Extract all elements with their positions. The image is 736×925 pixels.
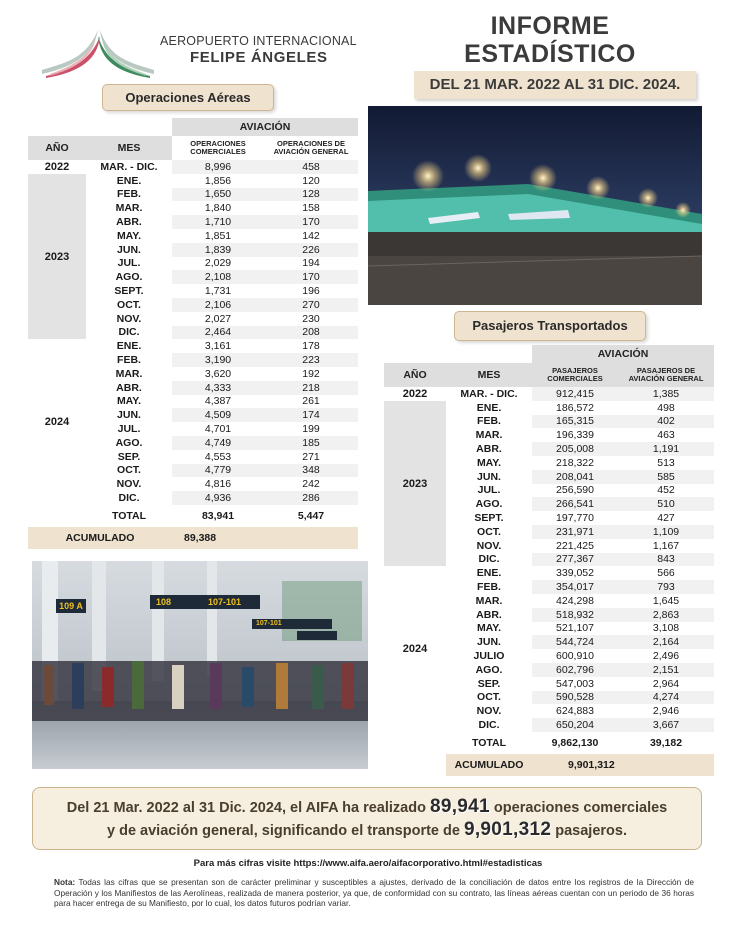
ops-general-cell: 178 — [302, 340, 320, 353]
ops-month-header: MES — [86, 136, 172, 160]
title-line-1: INFORME — [490, 12, 610, 40]
ops-general-cell: 242 — [302, 478, 320, 491]
pax-general-cell: 2,164 — [618, 635, 714, 649]
ops-month-cell: SEP. — [117, 450, 141, 463]
ops-commercial-cell: 2,027 — [204, 312, 232, 325]
pax-commercial-cell: 521,107 — [556, 622, 594, 635]
ops-commercial-cell: 4,333 — [172, 381, 264, 395]
ops-general-cell: 158 — [302, 202, 320, 215]
pax-commercial-header: PASAJEROS COMERCIALES — [532, 363, 618, 387]
pax-year-cell: 2024 — [402, 643, 428, 656]
ops-general-cell: 192 — [302, 367, 320, 380]
pax-month-cell: ABR. — [476, 443, 502, 456]
ops-commercial-cell: 4,936 — [172, 491, 264, 505]
ops-month-cell: DIC. — [118, 326, 140, 339]
pax-general-cell: 3,108 — [652, 622, 680, 635]
aifa-wings-icon — [38, 18, 158, 80]
pax-month-cell: DIC. — [478, 719, 500, 732]
operations-table-body — [28, 160, 358, 505]
ops-commercial-cell: 1,710 — [172, 215, 264, 229]
pax-general-cell: 585 — [618, 470, 714, 484]
pax-general-cell: 843 — [618, 553, 714, 567]
pax-table-row — [384, 566, 714, 580]
ops-month-cell: OCT. — [117, 298, 141, 311]
ops-month-cell: NOV. — [116, 312, 142, 325]
terminal-crowd-photo — [32, 561, 368, 769]
footnote — [54, 877, 694, 909]
ops-month-cell: ABR. — [116, 216, 142, 229]
pax-month-cell: DIC. — [478, 553, 500, 566]
ops-general-cell: 185 — [264, 436, 358, 450]
logo-line-1: AEROPUERTO INTERNACIONAL — [160, 34, 357, 48]
passengers-total-row — [384, 732, 714, 754]
summary-box — [32, 787, 702, 850]
pax-general-cell: 1,109 — [618, 525, 714, 539]
summary-line-1 — [33, 796, 701, 819]
pax-commercial-cell: 266,541 — [532, 497, 618, 511]
pax-month-cell: MAR. - DIC. — [460, 387, 518, 400]
ops-commercial-cell: 4,816 — [204, 478, 232, 491]
pax-month-cell: FEB. — [477, 581, 501, 594]
ops-commercial-cell: 1,731 — [204, 285, 232, 298]
pax-commercial-cell: 624,883 — [556, 705, 594, 718]
pax-commercial-cell: 600,910 — [556, 650, 594, 663]
pax-general-cell: 402 — [618, 415, 714, 429]
ops-general-cell: 120 — [302, 174, 320, 187]
ops-general-cell: 194 — [302, 257, 320, 270]
ops-month-cell: SEPT. — [114, 285, 144, 298]
pax-commercial-cell: 221,425 — [556, 539, 594, 552]
ops-month-cell: AGO. — [115, 271, 143, 284]
pax-month-cell: MAR. — [475, 594, 503, 607]
ops-month-cell: JUN. — [117, 243, 141, 256]
pax-commercial-cell: 602,796 — [532, 663, 618, 677]
ops-general-cell: 174 — [264, 408, 358, 422]
summary-text-1: Del 21 Mar. 2022 al 31 Dic. 2024, el AIFA ha realizado — [66, 800, 430, 816]
ops-month-cell: NOV. — [116, 478, 142, 491]
ops-month-cell: FEB. — [117, 188, 141, 201]
pax-general-cell: 4,274 — [618, 691, 714, 705]
pax-commercial-cell: 218,322 — [556, 456, 594, 469]
pax-general-cell: 1,645 — [652, 594, 680, 607]
ops-total-general: 5,447 — [297, 509, 325, 522]
pax-aviation-header: AVIACIÓN — [532, 345, 714, 363]
passengers-section-label: Pasajeros Transportados — [454, 311, 646, 341]
passengers-table — [384, 345, 714, 776]
ops-general-cell: 348 — [264, 464, 358, 478]
pax-year-header: AÑO — [384, 363, 446, 387]
ops-commercial-cell: 1,839 — [172, 243, 264, 257]
ops-year-cell: 2022 — [44, 160, 70, 173]
pax-commercial-cell: 277,367 — [532, 553, 618, 567]
ops-year-cell: 2024 — [44, 416, 70, 429]
ops-general-cell: 196 — [302, 285, 320, 298]
ops-general-cell: 261 — [302, 395, 320, 408]
operations-section-label: Operaciones Aéreas — [102, 84, 274, 111]
ops-commercial-cell: 1,856 — [204, 174, 232, 187]
pax-year-cell: 2023 — [384, 401, 446, 567]
summary-text-2: operaciones comerciales — [489, 800, 668, 816]
pax-commercial-cell: 197,770 — [556, 512, 594, 525]
ops-total-commercial: 83,941 — [201, 509, 235, 522]
ops-general-cell: 170 — [264, 215, 358, 229]
ops-month-cell: OCT. — [117, 464, 141, 477]
pax-month-cell: SEP. — [477, 677, 501, 690]
summary-line-2 — [33, 819, 701, 842]
pax-commercial-cell: 256,590 — [556, 484, 594, 497]
more-info-link[interactable]: Para más cifras visite https://www.aifa.aero/aifacorporativo.html#estadisticas — [193, 858, 543, 869]
pax-general-cell: 427 — [657, 512, 675, 525]
pax-commercial-cell: 544,724 — [532, 635, 618, 649]
pax-month-header: MES — [446, 363, 532, 387]
footnote-text: Todas las cifras que se presentan son de carácter preliminar y susceptibles a ajustes, derivado de la conciliación de datos entre los registros de la Dirección de Operación y los Manifiestos de las Aerolíneas, realizada de manera posterior, ya que, de conformidad con su contrato, las líneas aéreas cuentan con un periodo de 36 horas para hacer entrega de su Manifiesto, por lo cual, los datos futuros podrían variar. — [54, 877, 694, 908]
ops-commercial-cell: 1,650 — [172, 188, 264, 202]
pax-general-cell: 793 — [618, 580, 714, 594]
ops-month-cell: AGO. — [115, 436, 143, 449]
ops-month-cell: JUL. — [117, 257, 141, 270]
pax-commercial-cell: 208,041 — [532, 470, 618, 484]
ops-accumulated-value: 89,388 — [172, 527, 358, 549]
ops-general-cell: 230 — [302, 312, 320, 325]
pax-general-cell: 1,167 — [652, 539, 680, 552]
pax-accumulated-value: 9,901,312 — [532, 754, 714, 776]
ops-month-cell: MAR. — [115, 202, 143, 215]
ops-commercial-cell: 4,701 — [204, 423, 232, 436]
pax-month-cell: NOV. — [476, 539, 502, 552]
date-range-banner: DEL 21 MAR. 2022 AL 31 DIC. 2024. — [414, 71, 696, 99]
pax-commercial-cell: 912,415 — [532, 387, 618, 401]
pax-commercial-cell: 231,971 — [532, 525, 618, 539]
pax-general-cell: 452 — [657, 484, 675, 497]
passengers-table-body — [384, 387, 714, 732]
ops-aviation-header: AVIACIÓN — [172, 118, 358, 136]
pax-commercial-cell: 205,008 — [532, 442, 618, 456]
ops-month-cell: MAY. — [116, 229, 142, 242]
pax-general-cell: 510 — [618, 497, 714, 511]
pax-general-cell: 2,964 — [652, 677, 680, 690]
ops-month-cell: ENE. — [116, 174, 142, 187]
ops-month-cell: JUN. — [117, 409, 141, 422]
airport-night-photo — [368, 106, 702, 305]
pax-month-cell: NOV. — [476, 705, 502, 718]
ops-general-cell: 218 — [264, 381, 358, 395]
ops-month-cell: ENE. — [116, 340, 142, 353]
pax-month-cell: JULIO — [473, 650, 505, 663]
pax-commercial-cell: 165,315 — [532, 415, 618, 429]
ops-commercial-cell: 2,029 — [204, 257, 232, 270]
ops-month-cell: MAR. - DIC. — [100, 160, 158, 173]
gate-sign-108: 108 — [156, 597, 172, 607]
pax-month-cell: ENE. — [476, 567, 502, 580]
pax-general-cell: 3,667 — [618, 718, 714, 732]
pax-commercial-cell: 650,204 — [532, 718, 618, 732]
ops-accumulated-label: ACUMULADO — [28, 527, 172, 549]
pax-commercial-cell: 196,339 — [556, 429, 594, 442]
summary-pax-total: 9,901,312 — [463, 819, 552, 840]
ops-commercial-cell: 8,996 — [172, 160, 264, 174]
pax-accumulated-label: ACUMULADO — [446, 754, 532, 776]
pax-month-cell: JUN. — [477, 636, 501, 649]
pax-month-cell: OCT. — [477, 691, 501, 704]
pax-month-cell: FEB. — [477, 415, 501, 428]
ops-general-cell: 199 — [302, 423, 320, 436]
gate-sign-107-101-small: 107-101 — [256, 620, 282, 627]
summary-ops-total: 89,941 — [429, 796, 490, 817]
pax-month-cell: AGO. — [475, 498, 503, 511]
pax-general-cell: 2,151 — [618, 663, 714, 677]
ops-month-cell: MAY. — [116, 395, 142, 408]
pax-month-cell: JUN. — [477, 470, 501, 483]
pax-table-row — [384, 387, 714, 401]
ops-general-cell: 208 — [264, 326, 358, 340]
pax-commercial-cell: 424,298 — [556, 594, 594, 607]
pax-month-cell: SEPT. — [474, 512, 504, 525]
ops-general-cell: 286 — [264, 491, 358, 505]
pax-general-cell: 2,496 — [652, 650, 680, 663]
gate-sign-107-101: 107-101 — [208, 597, 242, 607]
pax-month-cell: OCT. — [477, 525, 501, 538]
ops-general-cell: 226 — [264, 243, 358, 257]
pax-month-cell: JUL. — [477, 484, 501, 497]
ops-commercial-cell: 4,779 — [172, 464, 264, 478]
ops-general-cell: 142 — [302, 229, 320, 242]
ops-commercial-cell: 3,190 — [172, 353, 264, 367]
operations-table — [28, 118, 358, 549]
ops-general-cell: 170 — [264, 270, 358, 284]
pax-month-cell: ABR. — [476, 608, 502, 621]
page-title — [420, 12, 680, 68]
ops-commercial-cell: 2,464 — [172, 326, 264, 340]
pax-commercial-cell: 186,572 — [556, 401, 594, 414]
pax-commercial-cell: 339,052 — [556, 567, 594, 580]
ops-commercial-cell: 3,620 — [204, 367, 232, 380]
ops-commercial-cell: 4,509 — [172, 408, 264, 422]
ops-commercial-header: OPERACIONES COMERCIALES — [172, 136, 264, 160]
pax-table-row — [384, 401, 714, 415]
ops-month-cell: DIC. — [118, 492, 140, 505]
summary-text-4: pasajeros. — [551, 823, 627, 839]
ops-month-cell: JUL. — [117, 423, 141, 436]
pax-year-cell: 2022 — [402, 387, 428, 400]
title-line-2: ESTADÍSTICO — [464, 40, 636, 68]
pax-total-commercial: 9,862,130 — [551, 736, 599, 749]
ops-month-cell: MAR. — [115, 367, 143, 380]
ops-month-cell: ABR. — [116, 381, 142, 394]
pax-general-cell: 2,863 — [618, 608, 714, 622]
pax-general-cell: 2,946 — [652, 705, 680, 718]
pax-month-cell: MAY. — [476, 622, 502, 635]
pax-commercial-cell: 590,528 — [532, 691, 618, 705]
ops-commercial-cell: 3,161 — [204, 340, 232, 353]
ops-commercial-cell: 2,108 — [172, 270, 264, 284]
footnote-label: Nota: — [54, 877, 76, 887]
passengers-accumulated-row — [384, 754, 714, 776]
ops-commercial-cell: 4,387 — [204, 395, 232, 408]
pax-commercial-cell: 354,017 — [532, 580, 618, 594]
pax-general-cell: 498 — [657, 401, 675, 414]
pax-general-header: PASAJEROS DE AVIACIÓN GENERAL — [618, 363, 714, 387]
ops-month-cell: FEB. — [117, 354, 141, 367]
pax-general-cell: 566 — [657, 567, 675, 580]
pax-month-cell: MAY. — [476, 456, 502, 469]
gate-sign-109a: 109 A — [59, 601, 83, 611]
pax-month-cell: AGO. — [475, 663, 503, 676]
ops-commercial-cell: 1,840 — [204, 202, 232, 215]
operations-total-row — [28, 505, 358, 527]
aifa-logo — [38, 18, 388, 80]
ops-table-row — [28, 160, 358, 174]
ops-commercial-cell: 4,749 — [172, 436, 264, 450]
ops-total-label: TOTAL — [86, 505, 172, 527]
ops-general-cell: 270 — [264, 298, 358, 312]
pax-commercial-cell: 547,003 — [556, 677, 594, 690]
pax-total-general: 39,182 — [649, 736, 683, 749]
logo-line-2: FELIPE ÁNGELES — [190, 49, 328, 66]
pax-general-cell: 513 — [657, 456, 675, 469]
pax-general-cell: 463 — [657, 429, 675, 442]
summary-text-3: y de aviación general, significando el transporte de — [107, 823, 464, 839]
ops-general-cell: 128 — [264, 188, 358, 202]
pax-general-cell: 1,385 — [618, 387, 714, 401]
ops-table-row — [28, 174, 358, 188]
ops-year-cell: 2023 — [28, 174, 86, 340]
pax-month-cell: MAR. — [475, 429, 503, 442]
pax-general-cell: 1,191 — [618, 442, 714, 456]
ops-table-row — [28, 339, 358, 353]
ops-general-header: OPERACIONES DE AVIACIÓN GENERAL — [264, 136, 358, 160]
ops-commercial-cell: 4,553 — [204, 450, 232, 463]
ops-general-cell: 271 — [302, 450, 320, 463]
ops-general-cell: 458 — [264, 160, 358, 174]
ops-commercial-cell: 2,106 — [172, 298, 264, 312]
ops-year-header: AÑO — [28, 136, 86, 160]
ops-commercial-cell: 1,851 — [204, 229, 232, 242]
operations-accumulated-row — [28, 527, 358, 549]
pax-total-label: TOTAL — [446, 732, 532, 754]
pax-month-cell: ENE. — [476, 401, 502, 414]
ops-general-cell: 223 — [264, 353, 358, 367]
pax-commercial-cell: 518,932 — [532, 608, 618, 622]
